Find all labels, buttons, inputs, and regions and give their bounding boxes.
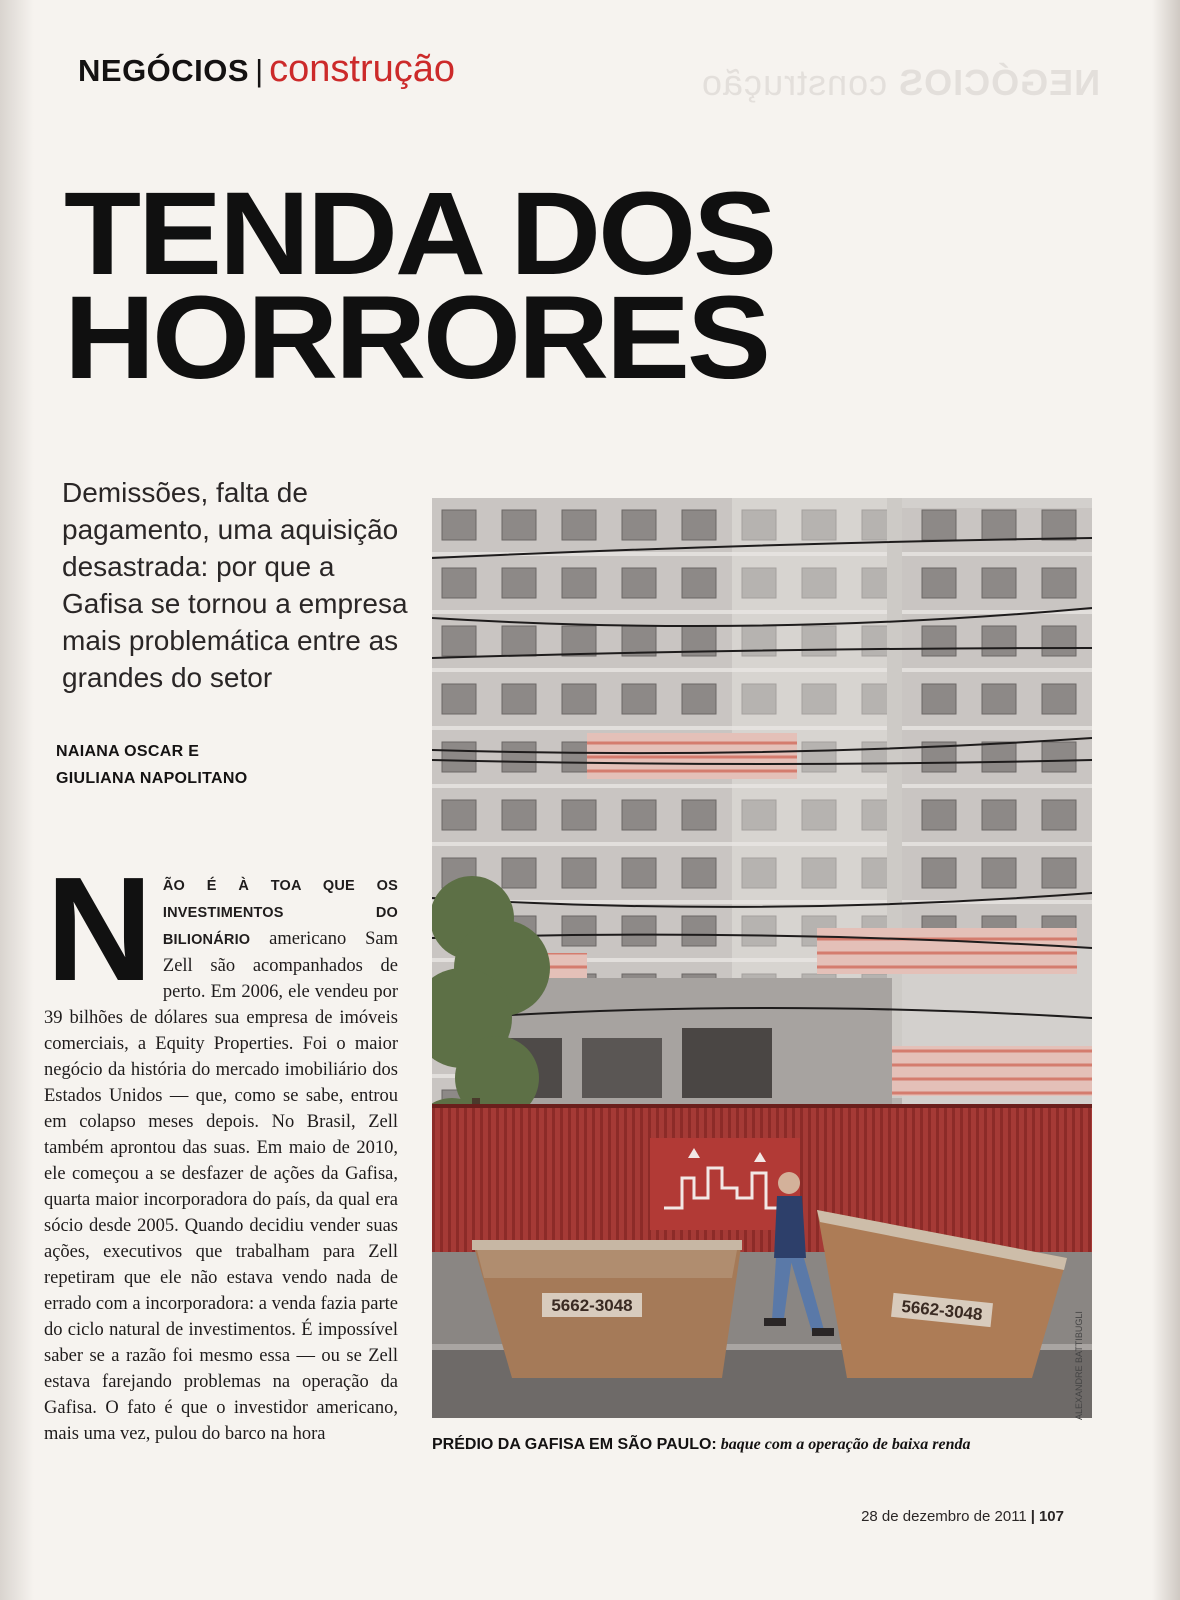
page-gutter-shadow (0, 0, 34, 1600)
section-label: NEGÓCIOS (78, 53, 250, 88)
photo-credit: ALEXANDRE BATTIBUGLI (1074, 1311, 1084, 1420)
page-number: 107 (1038, 1508, 1064, 1525)
page-edge-shadow (1152, 0, 1180, 1600)
caption-lead: PRÉDIO DA GAFISA EM SÃO PAULO: (432, 1436, 717, 1453)
drop-cap: N (46, 847, 153, 1012)
article-body (44, 847, 398, 1447)
subsection-label: construção (269, 48, 456, 90)
headline-line-1: TENDA DOS (64, 168, 774, 300)
construction-photo-illustration (432, 498, 1092, 1418)
byline-line-2: GIULIANA NAPOLITANO (56, 770, 248, 787)
photo-caption (432, 1436, 971, 1454)
caption-text: baque com a operação de baixa renda (720, 1436, 971, 1453)
article-lede: ÃO É À TOA QUE OS INVESTIMENTOS DO BILIONÁRIO (162, 878, 398, 948)
deck-subtitle: Demissões, falta de pagamento, uma aquisição desastrada: por que a Gafisa se tornou a empresa mais problemática entre as grandes do setor (62, 477, 408, 693)
construction-photo (432, 498, 1092, 1418)
page-footer (861, 1508, 1064, 1525)
byline (56, 738, 247, 792)
footer-separator: | (1030, 1508, 1035, 1525)
headline-line-2: HORRORES (64, 272, 768, 404)
section-header (78, 48, 455, 91)
show-through-header (701, 62, 1100, 104)
show-through-subsection: construção (700, 62, 887, 103)
section-separator: | (255, 53, 264, 88)
byline-line-1: NAIANA OSCAR E (56, 743, 200, 760)
dumpster-left-phone: 5662-3048 (551, 1296, 633, 1315)
article-text: americano Sam Zell são acompanhados de perto. Em 2006, ele vendeu por 39 bilhões de dólares sua empresa de imóveis comerciais, a Equity Properties. Foi o maior negócio da história do mercado imobiliário dos Estados Unidos — que, como se sabe, entrou em colapso meses depois. No Brasil, Zell também aprontou das suas. Em maio de 2010, ele começou a se desfazer de ações da Gafisa, quarta maior incorporadora do país, da qual era sócio desde 2005. Quando decidiu vender suas ações, executivos que trabalham para Zell repetiram que ele não estava vendo nada de errado com a incorporadora: a venda fazia parte do ciclo natural de investimentos. É impossível saber se a razão foi mesmo essa — ou se Zell estava farejando problemas na operação da Gafisa. O fato é que o investidor americano, mais uma vez, pulou do barco na hora (44, 929, 398, 1444)
dumpster-right-phone: 5662-3048 (900, 1296, 984, 1325)
show-through-section: NEGÓCIOS (897, 62, 1100, 103)
issue-date: 28 de dezembro de 2011 (861, 1508, 1027, 1525)
headline (64, 168, 774, 404)
